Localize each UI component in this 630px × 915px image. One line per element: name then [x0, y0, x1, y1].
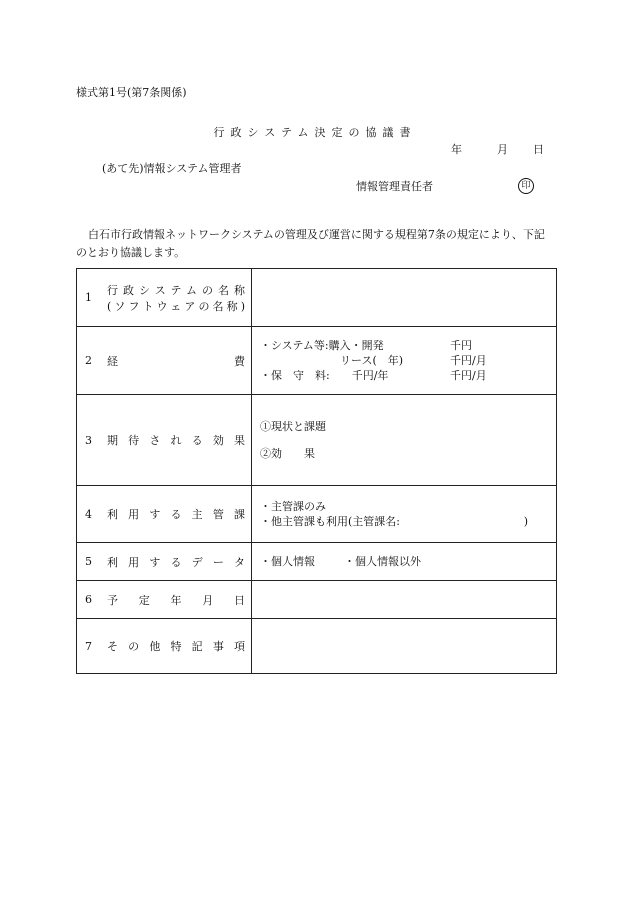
department-option: ・他主管課も利用(主管課名:	[260, 515, 400, 528]
data-option: ・個人情報	[260, 555, 315, 568]
row-label: 予定年月日	[107, 593, 245, 607]
cost-unit: 千円/月	[450, 354, 487, 367]
row-number: 2	[85, 354, 92, 367]
cost-field[interactable]	[252, 327, 557, 395]
row-label: 利用する主管課	[107, 508, 245, 521]
table-row	[77, 543, 557, 581]
data-option: ・個人情報以外	[344, 555, 421, 568]
row-number: 4	[85, 507, 92, 521]
label-cell	[77, 327, 252, 395]
row-number: 3	[85, 433, 92, 447]
row-label: 利用するデータ	[107, 555, 245, 569]
other-notes-field[interactable]	[252, 619, 557, 674]
row-label: 経費	[107, 354, 245, 368]
date-line	[451, 141, 544, 157]
table-row	[77, 269, 557, 327]
cost-line: ・保 守 料: 千円/年	[260, 369, 389, 382]
label-cell	[77, 395, 252, 486]
cost-line: ・システム等:購入・開発	[260, 339, 384, 352]
cost-line: リース( 年)	[340, 354, 404, 367]
row-label: その他特記事項	[107, 640, 245, 653]
department-close: )	[523, 515, 528, 528]
label-cell	[77, 619, 252, 674]
row-label-sub: (ソフトウェアの名称)	[107, 299, 245, 313]
body-text: 白石市行政情報ネットワークシステムの管理及び運営に関する規程第7条の規定により、下記のとおり協議します。	[76, 228, 545, 259]
row-number: 7	[85, 639, 92, 653]
document-title: 行政システム決定の協議書	[213, 126, 417, 139]
row-number: 5	[85, 555, 92, 568]
row-label: 行政システムの名称	[107, 283, 245, 297]
row-number: 1	[85, 291, 92, 304]
system-name-field[interactable]	[252, 269, 557, 327]
effect-item: ②効 果	[260, 447, 315, 460]
cost-unit: 千円/月	[450, 369, 487, 382]
date-year: 年	[451, 143, 462, 156]
effect-item: ①現状と課題	[260, 420, 326, 433]
expected-effect-field[interactable]	[252, 395, 557, 486]
label-cell	[77, 543, 252, 581]
consultation-table	[76, 268, 557, 674]
form-number: 様式第1号(第7条関係)	[76, 86, 187, 99]
cost-unit: 千円	[450, 339, 472, 352]
date-day: 日	[533, 143, 544, 156]
table-row	[77, 619, 557, 674]
label-cell	[77, 581, 252, 619]
row-number: 6	[85, 593, 92, 606]
scheduled-date-field[interactable]	[252, 581, 557, 619]
addressee: (あて先)情報システム管理者	[102, 162, 242, 175]
label-cell	[77, 269, 252, 327]
table-row	[77, 327, 557, 395]
table-row	[77, 395, 557, 486]
table-row	[77, 581, 557, 619]
department-field[interactable]	[252, 486, 557, 543]
data-type-field[interactable]	[252, 543, 557, 581]
label-cell	[77, 486, 252, 543]
date-month: 月	[497, 143, 508, 156]
seal-mark: 印	[518, 178, 534, 194]
department-option: ・主管課のみ	[260, 500, 326, 513]
table-row	[77, 486, 557, 543]
row-label: 期待される効果	[107, 434, 245, 447]
sender-title: 情報管理責任者	[356, 180, 433, 193]
